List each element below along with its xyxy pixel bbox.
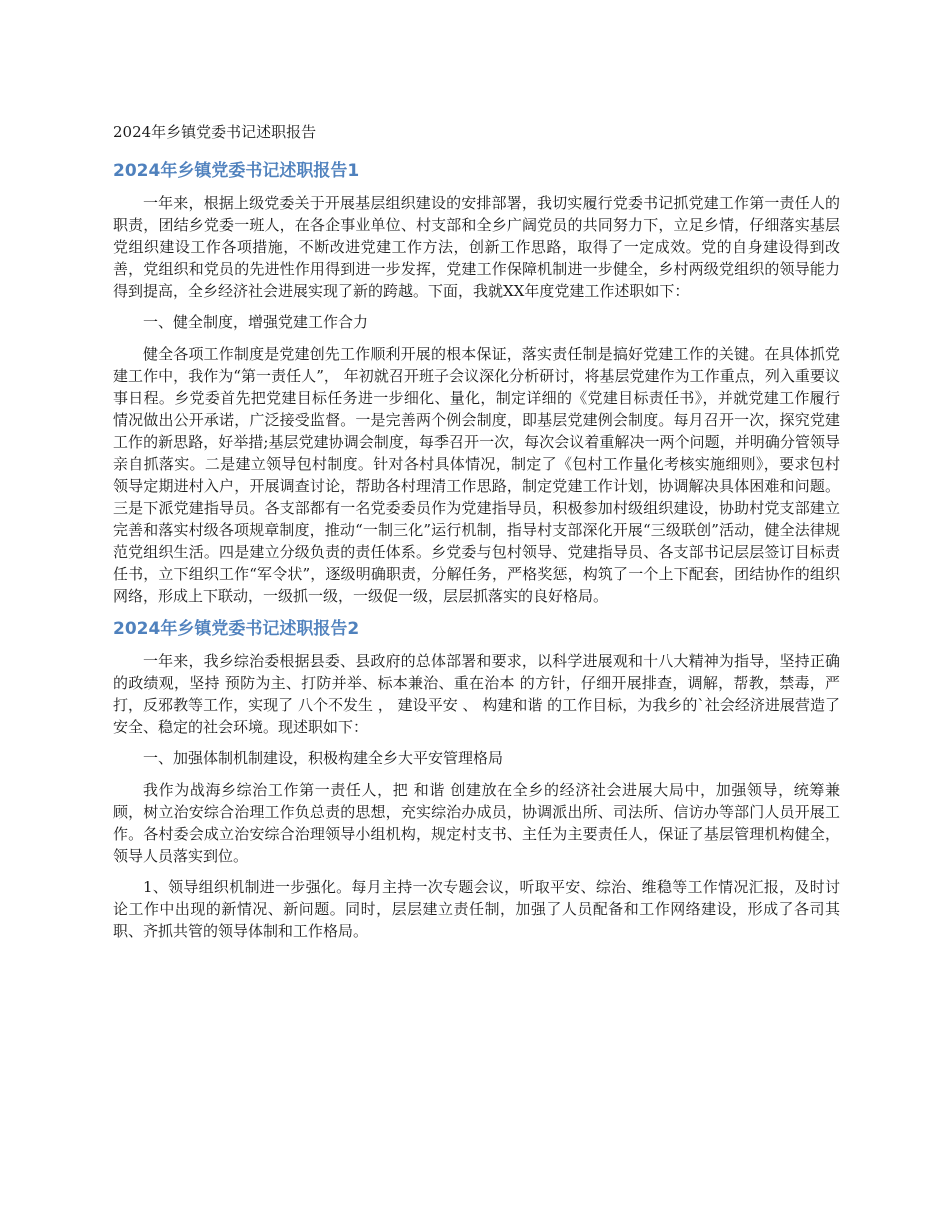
subsection-heading: 一、加强体制机制建设，积极构建全乡大平安管理格局	[143, 749, 504, 767]
body-paragraph: 我作为战海乡综治工作第一责任人，把 和谐 创建放在全乡的经济社会进展大局中，加强领导，统筹兼顾，树立治安综合治理工作负总责的思想，充实综治办成员，协调派出所、司法所、信访办等部门人员开展工作。各村委会成立治安综合治理领导小组机构，规定村支书、主任为主要责任人，保证了基层管理机构健全，领导人员落实到位。	[113, 781, 840, 865]
body-paragraph: 1、领导组织机制进一步强化。每月主持一次专题会议，听取平安、综治、维稳等工作情况汇报，及时讨论工作中出现的新情况、新问题。同时，层层建立责任制，加强了人员配备和工作网络建设，形成了各司其职、齐抓共管的领导体制和工作格局。	[113, 878, 840, 940]
report-section-1	[113, 158, 840, 607]
body-paragraph: 一年来，我乡综治委根据县委、县政府的总体部署和要求，以科学进展观和十八大精神为指导，坚持正确的政绩观，坚持 预防为主、打防并举、标本兼治、重在治本 的方针，仔细开展排查，调解，帮教，禁毒，严打，反邪教等工作，实现了 八个不发生 ， 建设平安 、 构建和谐 的工作目标，为我乡的`社会经济进展营造了安全、稳定的社会环境。现述职如下：	[113, 652, 840, 736]
section-heading: 2024年乡镇党委书记述职报告2	[113, 619, 360, 639]
report-section-2	[113, 616, 840, 942]
section-heading: 2024年乡镇党委书记述职报告1	[113, 161, 360, 181]
body-paragraph: 健全各项工作制度是党建创先工作顺利开展的根本保证，落实责任制是搞好党建工作的关键。在具体抓党建工作中，我作为“第一责任人”， 年初就召开班子会议深化分析研讨，将基层党建作为工作重点，列入重要议事日程。乡党委首先把党建目标任务进一步细化、量化，制定详细的《党建目标责任书》，并就党建工作履行情况做出公开承诺，广泛接受监督。一是完善两个例会制度，即基层党建例会制度。每月召开一次，探究党建工作的新思路，好举措;基层党建协调会制度，每季召开一次，每次会议着重解决一两个问题，并明确分管领导亲自抓落实。二是建立领导包村制度。针对各村具体情况，制定了《包村工作量化考核实施细则》，要求包村领导定期进村入户，开展调查讨论，帮助各村理清工作思路，制定党建工作计划，协调解决具体困难和问题。三是下派党建指导员。各支部都有一名党委委员作为党建指导员，积极参加村级组织建设，协助村党支部建立完善和落实村级各项规章制度，推动“一制三化”运行机制，指导村支部深化开展“三级联创”活动，健全法律规范党组织生活。四是建立分级负责的责任体系。乡党委与包村领导、党建指导员、各支部书记层层签订目标责任书，立下组织工作“军令状”，逐级明确职责，分解任务，严格奖惩，构筑了一个上下配套，团结协作的组织网络，形成上下联动，一级抓一级，一级促一级，层层抓落实的良好格局。	[113, 345, 840, 605]
subsection-heading: 一、健全制度，增强党建工作合力	[143, 313, 369, 331]
body-paragraph: 一年来，根据上级党委关于开展基层组织建设的安排部署，我切实履行党委书记抓党建工作第一责任人的职责，团结乡党委一班人，在各企事业单位、村支部和全乡广阔党员的共同努力下，立足乡情，仔细落实基层党组织建设工作各项措施，不断改进党建工作方法，创新工作思路，取得了一定成效。党的自身建设得到改善，党组织和党员的先进性作用得到进一步发挥，党建工作保障机制进一步健全，乡村两级党组织的领导能力得到提高，全乡经济社会进展实现了新的跨越。下面，我就XX年度党建工作述职如下：	[113, 194, 840, 300]
document-title: 2024年乡镇党委书记述职报告	[113, 123, 317, 141]
document-page	[113, 120, 840, 951]
